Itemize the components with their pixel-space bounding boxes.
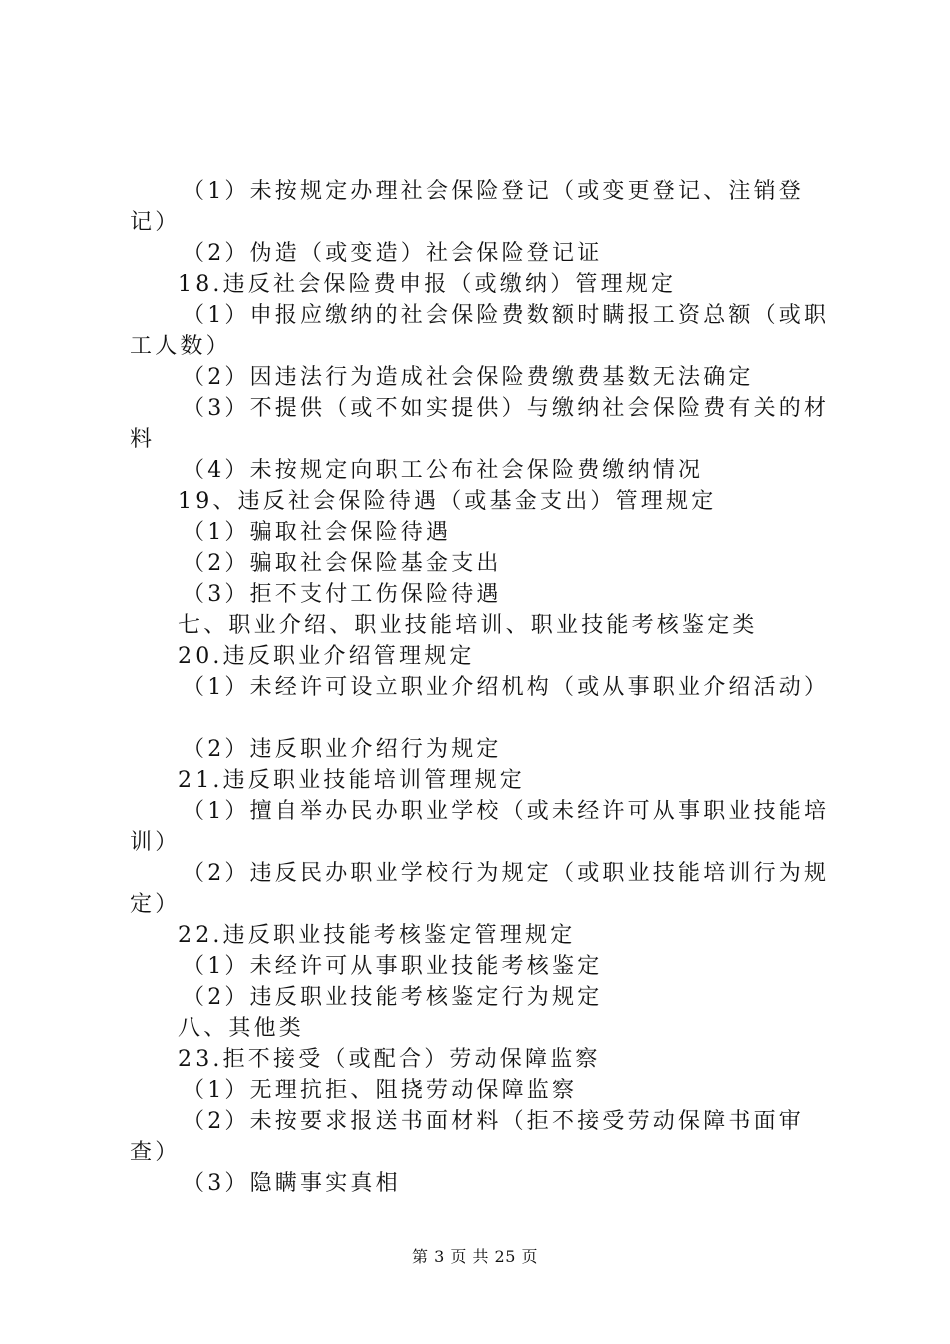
- text-line: （2）因违法行为造成社会保险费缴费基数无法确定: [182, 365, 754, 390]
- text-line: （1）申报应缴纳的社会保险费数额时瞒报工资总额（或职: [182, 303, 830, 328]
- text-line: 工人数）: [130, 334, 231, 359]
- section-heading: 22.违反职业技能考核鉴定管理规定: [178, 923, 576, 948]
- text-line: 料: [130, 427, 156, 452]
- text-line: 查）: [130, 1140, 181, 1165]
- text-line: （2）违反民办职业学校行为规定（或职业技能培训行为规: [182, 861, 830, 886]
- section-heading: 21.违反职业技能培训管理规定: [178, 768, 525, 793]
- section-heading: 18.违反社会保险费申报（或缴纳）管理规定: [178, 272, 677, 297]
- text-line: （2）违反职业介绍行为规定: [182, 737, 502, 762]
- text-line: 训）: [130, 830, 181, 855]
- text-line: （2）骗取社会保险基金支出: [182, 551, 502, 576]
- text-line: （2）伪造（或变造）社会保险登记证: [182, 241, 603, 266]
- section-heading: 20.违反职业介绍管理规定: [178, 644, 475, 669]
- text-line: （1）无理抗拒、阻挠劳动保障监察: [182, 1078, 578, 1103]
- page-footer: 第 3 页 共 25 页: [412, 1247, 538, 1266]
- section-heading: 七、职业介绍、职业技能培训、职业技能考核鉴定类: [178, 613, 758, 638]
- text-line: （1）擅自举办民办职业学校（或未经许可从事职业技能培: [182, 799, 830, 824]
- section-heading: 23.拒不接受（或配合）劳动保障监察: [178, 1047, 601, 1072]
- section-heading: 八、其他类: [178, 1016, 305, 1041]
- text-line: （3）不提供（或不如实提供）与缴纳社会保险费有关的材: [182, 396, 830, 421]
- text-line: 定）: [130, 892, 181, 917]
- text-line: （4）未按规定向职工公布社会保险费缴纳情况: [182, 458, 704, 483]
- text-line: （2）违反职业技能考核鉴定行为规定: [182, 985, 603, 1010]
- text-line: （1）未经许可从事职业技能考核鉴定: [182, 954, 603, 979]
- text-line: （2）未按要求报送书面材料（拒不接受劳动保障书面审: [182, 1109, 804, 1134]
- document-body: [130, 176, 830, 1199]
- text-line: （3）拒不支付工伤保险待遇: [182, 582, 502, 607]
- text-line: 记）: [130, 210, 181, 235]
- text-line: （1）未经许可设立职业介绍机构（或从事职业介绍活动）: [182, 675, 830, 700]
- section-heading: 19、违反社会保险待遇（或基金支出）管理规定: [178, 489, 717, 514]
- blank-line: [130, 703, 830, 734]
- text-line: （1）未按规定办理社会保险登记（或变更登记、注销登: [182, 179, 804, 204]
- text-line: （1）骗取社会保险待遇: [182, 520, 452, 545]
- text-line: （3）隐瞒事实真相: [182, 1171, 401, 1196]
